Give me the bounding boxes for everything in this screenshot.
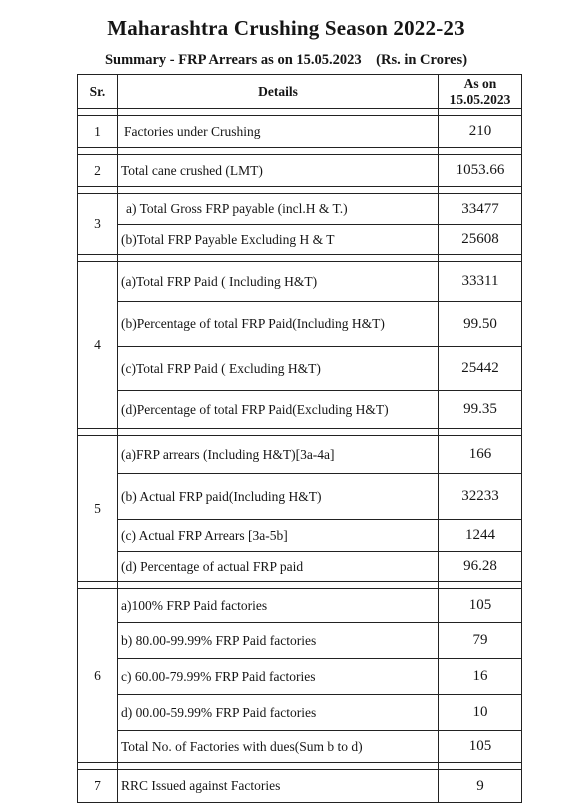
value-cell: 33311 [439,262,522,302]
value-cell: 166 [439,436,522,474]
detail-cell: (b) Actual FRP paid(Including H&T) [118,474,439,520]
detail-cell: (c) Actual FRP Arrears [3a-5b] [118,520,439,552]
table-row [78,155,522,187]
value-cell: 25608 [439,225,522,255]
table-row [78,659,522,695]
value-cell: 210 [439,116,522,148]
sr-cell: 7 [78,770,118,803]
table-row [78,391,522,429]
sr-cell: 2 [78,155,118,187]
sr-cell: 3 [78,194,118,255]
value-cell: 79 [439,623,522,659]
sr-cell: 6 [78,589,118,763]
value-cell: 25442 [439,347,522,391]
detail-cell: (a)Total FRP Paid ( Including H&T) [118,262,439,302]
value-cell: 33477 [439,194,522,225]
detail-cell: (a)FRP arrears (Including H&T)[3a-4a] [118,436,439,474]
detail-cell: Total cane crushed (LMT) [118,155,439,187]
table-row [78,552,522,582]
detail-cell: a) Total Gross FRP payable (incl.H & T.) [118,194,439,225]
table-row [78,194,522,225]
value-cell: 99.35 [439,391,522,429]
sr-header: Sr. [78,75,118,109]
table-row [78,695,522,731]
detail-cell: (d)Percentage of total FRP Paid(Excluding H&T) [118,391,439,429]
detail-cell: (d) Percentage of actual FRP paid [118,552,439,582]
detail-cell: d) 00.00-59.99% FRP Paid factories [118,695,439,731]
value-cell: 32233 [439,474,522,520]
as-on-header-line1: As on [463,75,497,91]
value-cell: 105 [439,589,522,623]
table-row [78,474,522,520]
detail-cell: c) 60.00-79.99% FRP Paid factories [118,659,439,695]
table-header-row [78,75,522,109]
table-row [78,225,522,255]
value-cell: 99.50 [439,302,522,347]
page-title: Maharashtra Crushing Season 2022-23 [107,16,465,40]
page-subtitle: Summary - FRP Arrears as on 15.05.2023 (Rs. in Crores) [104,52,468,68]
table-row [78,589,522,623]
sr-cell: 1 [78,116,118,148]
as-on-header [439,75,522,109]
table-row [78,302,522,347]
detail-cell: (b)Percentage of total FRP Paid(Including H&T) [118,302,439,347]
detail-cell: Factories under Crushing [118,116,439,148]
value-cell: 16 [439,659,522,695]
detail-cell: a)100% FRP Paid factories [118,589,439,623]
table-row [78,731,522,763]
table-row [78,116,522,148]
table-row [78,520,522,552]
value-cell: 10 [439,695,522,731]
value-cell: 9 [439,770,522,803]
table-row [78,623,522,659]
table-row [78,436,522,474]
value-cell: 96.28 [439,552,522,582]
value-cell: 1244 [439,520,522,552]
as-on-header-line2: 15.05.2023 [449,91,511,107]
table-row [78,347,522,391]
detail-cell: (c)Total FRP Paid ( Excluding H&T) [118,347,439,391]
frp-summary-table [77,74,522,803]
sr-cell: 4 [78,262,118,429]
table-row [78,770,522,803]
sr-cell: 5 [78,436,118,582]
details-header: Details [118,75,439,109]
table-row [78,262,522,302]
detail-cell: b) 80.00-99.99% FRP Paid factories [118,623,439,659]
value-cell: 1053.66 [439,155,522,187]
detail-cell: Total No. of Factories with dues(Sum b to d) [118,731,439,763]
detail-cell: (b)Total FRP Payable Excluding H & T [118,225,439,255]
value-cell: 105 [439,731,522,763]
detail-cell: RRC Issued against Factories [118,770,439,803]
